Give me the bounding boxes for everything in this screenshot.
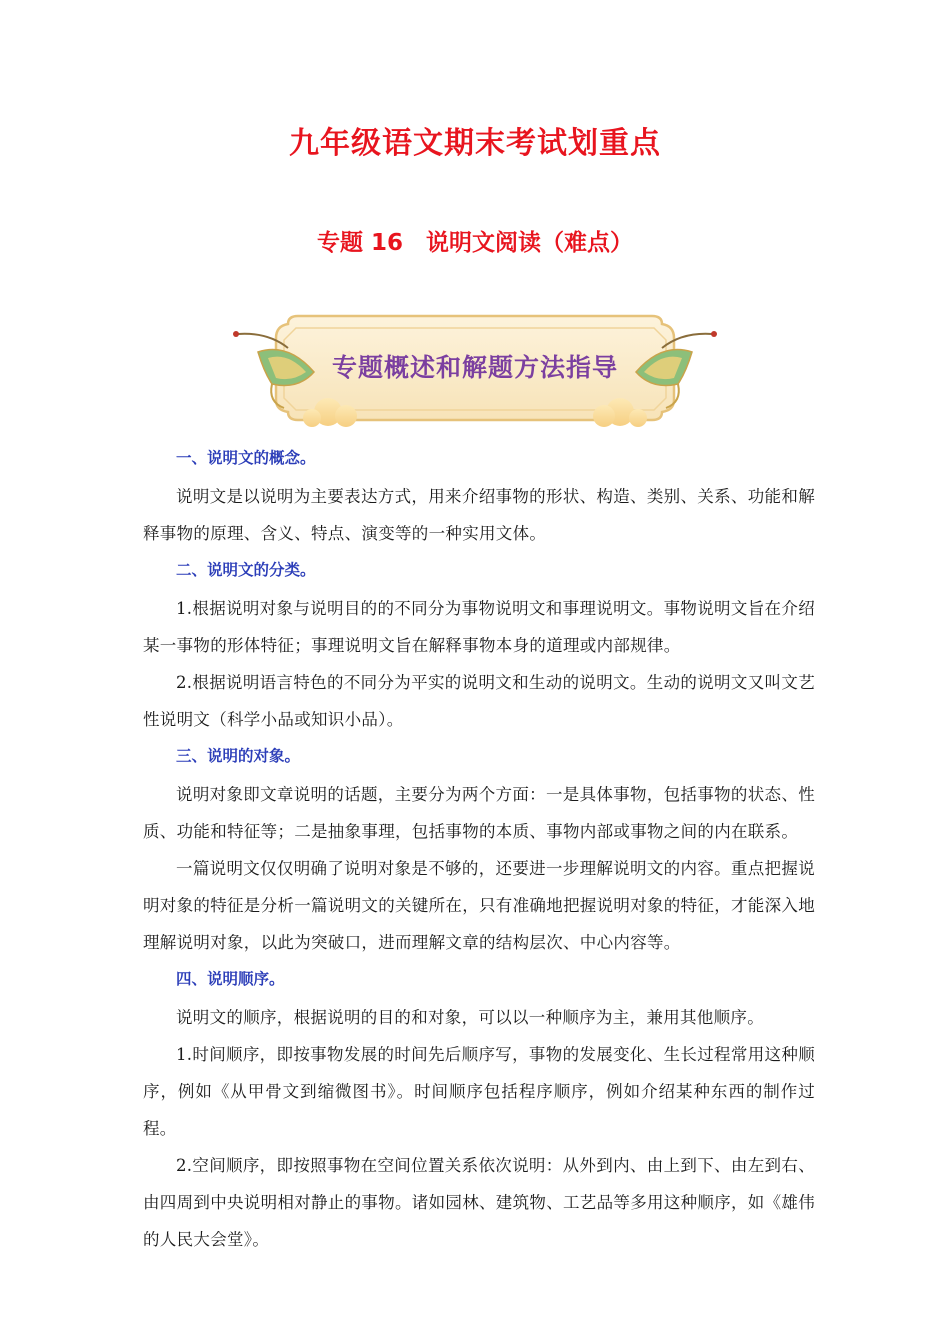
section-heading: 一、说明文的概念。 <box>176 449 316 467</box>
page-title: 九年级语文期末考试划重点 <box>289 126 661 161</box>
paragraph: 2.根据说明语言特色的不同分为平实的说明文和生动的说明文。生动的说明文又叫文艺性说明文（科学小品或知识小品）。 <box>143 673 815 729</box>
section-heading: 二、说明文的分类。 <box>176 561 316 579</box>
paragraph: 1.时间顺序，即按事物发展的时间先后顺序写，事物的发展变化、生长过程常用这种顺序，例如《从甲骨文到缩微图书》。时间顺序包括程序顺序，例如介绍某种东西的制作过程。 <box>143 1045 815 1138</box>
paragraph: 2.空间顺序，即按照事物在空间位置关系依次说明：从外到内、由上到下、由左到右、由四周到中央说明相对静止的事物。诸如园林、建筑物、工艺品等多用这种顺序，如《雄伟的人民大会堂》。 <box>143 1156 815 1249</box>
section-heading: 三、说明的对象。 <box>176 747 301 765</box>
paragraph: 一篇说明文仅仅明确了说明对象是不够的，还要进一步理解说明文的内容。重点把握说明对象的特征是分析一篇说明文的关键所在，只有准确地把握说明对象的特征，才能深入地理解说明对象，以此为突破口，进而理解文章的结构层次、中心内容等。 <box>143 859 815 952</box>
section-concept <box>143 440 815 552</box>
page-subtitle: 专题 16 说明文阅读（难点） <box>316 230 633 256</box>
paragraph: 说明文的顺序，根据说明的目的和对象，可以以一种顺序为主，兼用其他顺序。 <box>176 1008 764 1027</box>
section-heading: 四、说明顺序。 <box>176 970 285 988</box>
section-object <box>143 738 815 961</box>
section-classification <box>143 552 815 738</box>
document-body <box>143 440 815 1258</box>
paragraph: 说明对象即文章说明的话题，主要分为两个方面：一是具体事物，包括事物的状态、性质、功能和特征等；二是抽象事理，包括事物的本质、事物内部或事物之间的内在联系。 <box>143 785 815 841</box>
section-banner <box>228 312 722 432</box>
paragraph: 1.根据说明对象与说明目的的不同分为事物说明文和事理说明文。事物说明文旨在介绍某一事物的形体特征；事理说明文旨在解释事物本身的道理或内部规律。 <box>143 599 815 655</box>
banner-label: 专题概述和解题方法指导 <box>331 353 618 382</box>
paragraph: 说明文是以说明为主要表达方式，用来介绍事物的形状、构造、类别、关系、功能和解释事物的原理、含义、特点、演变等的一种实用文体。 <box>143 487 815 543</box>
section-order <box>143 961 815 1258</box>
